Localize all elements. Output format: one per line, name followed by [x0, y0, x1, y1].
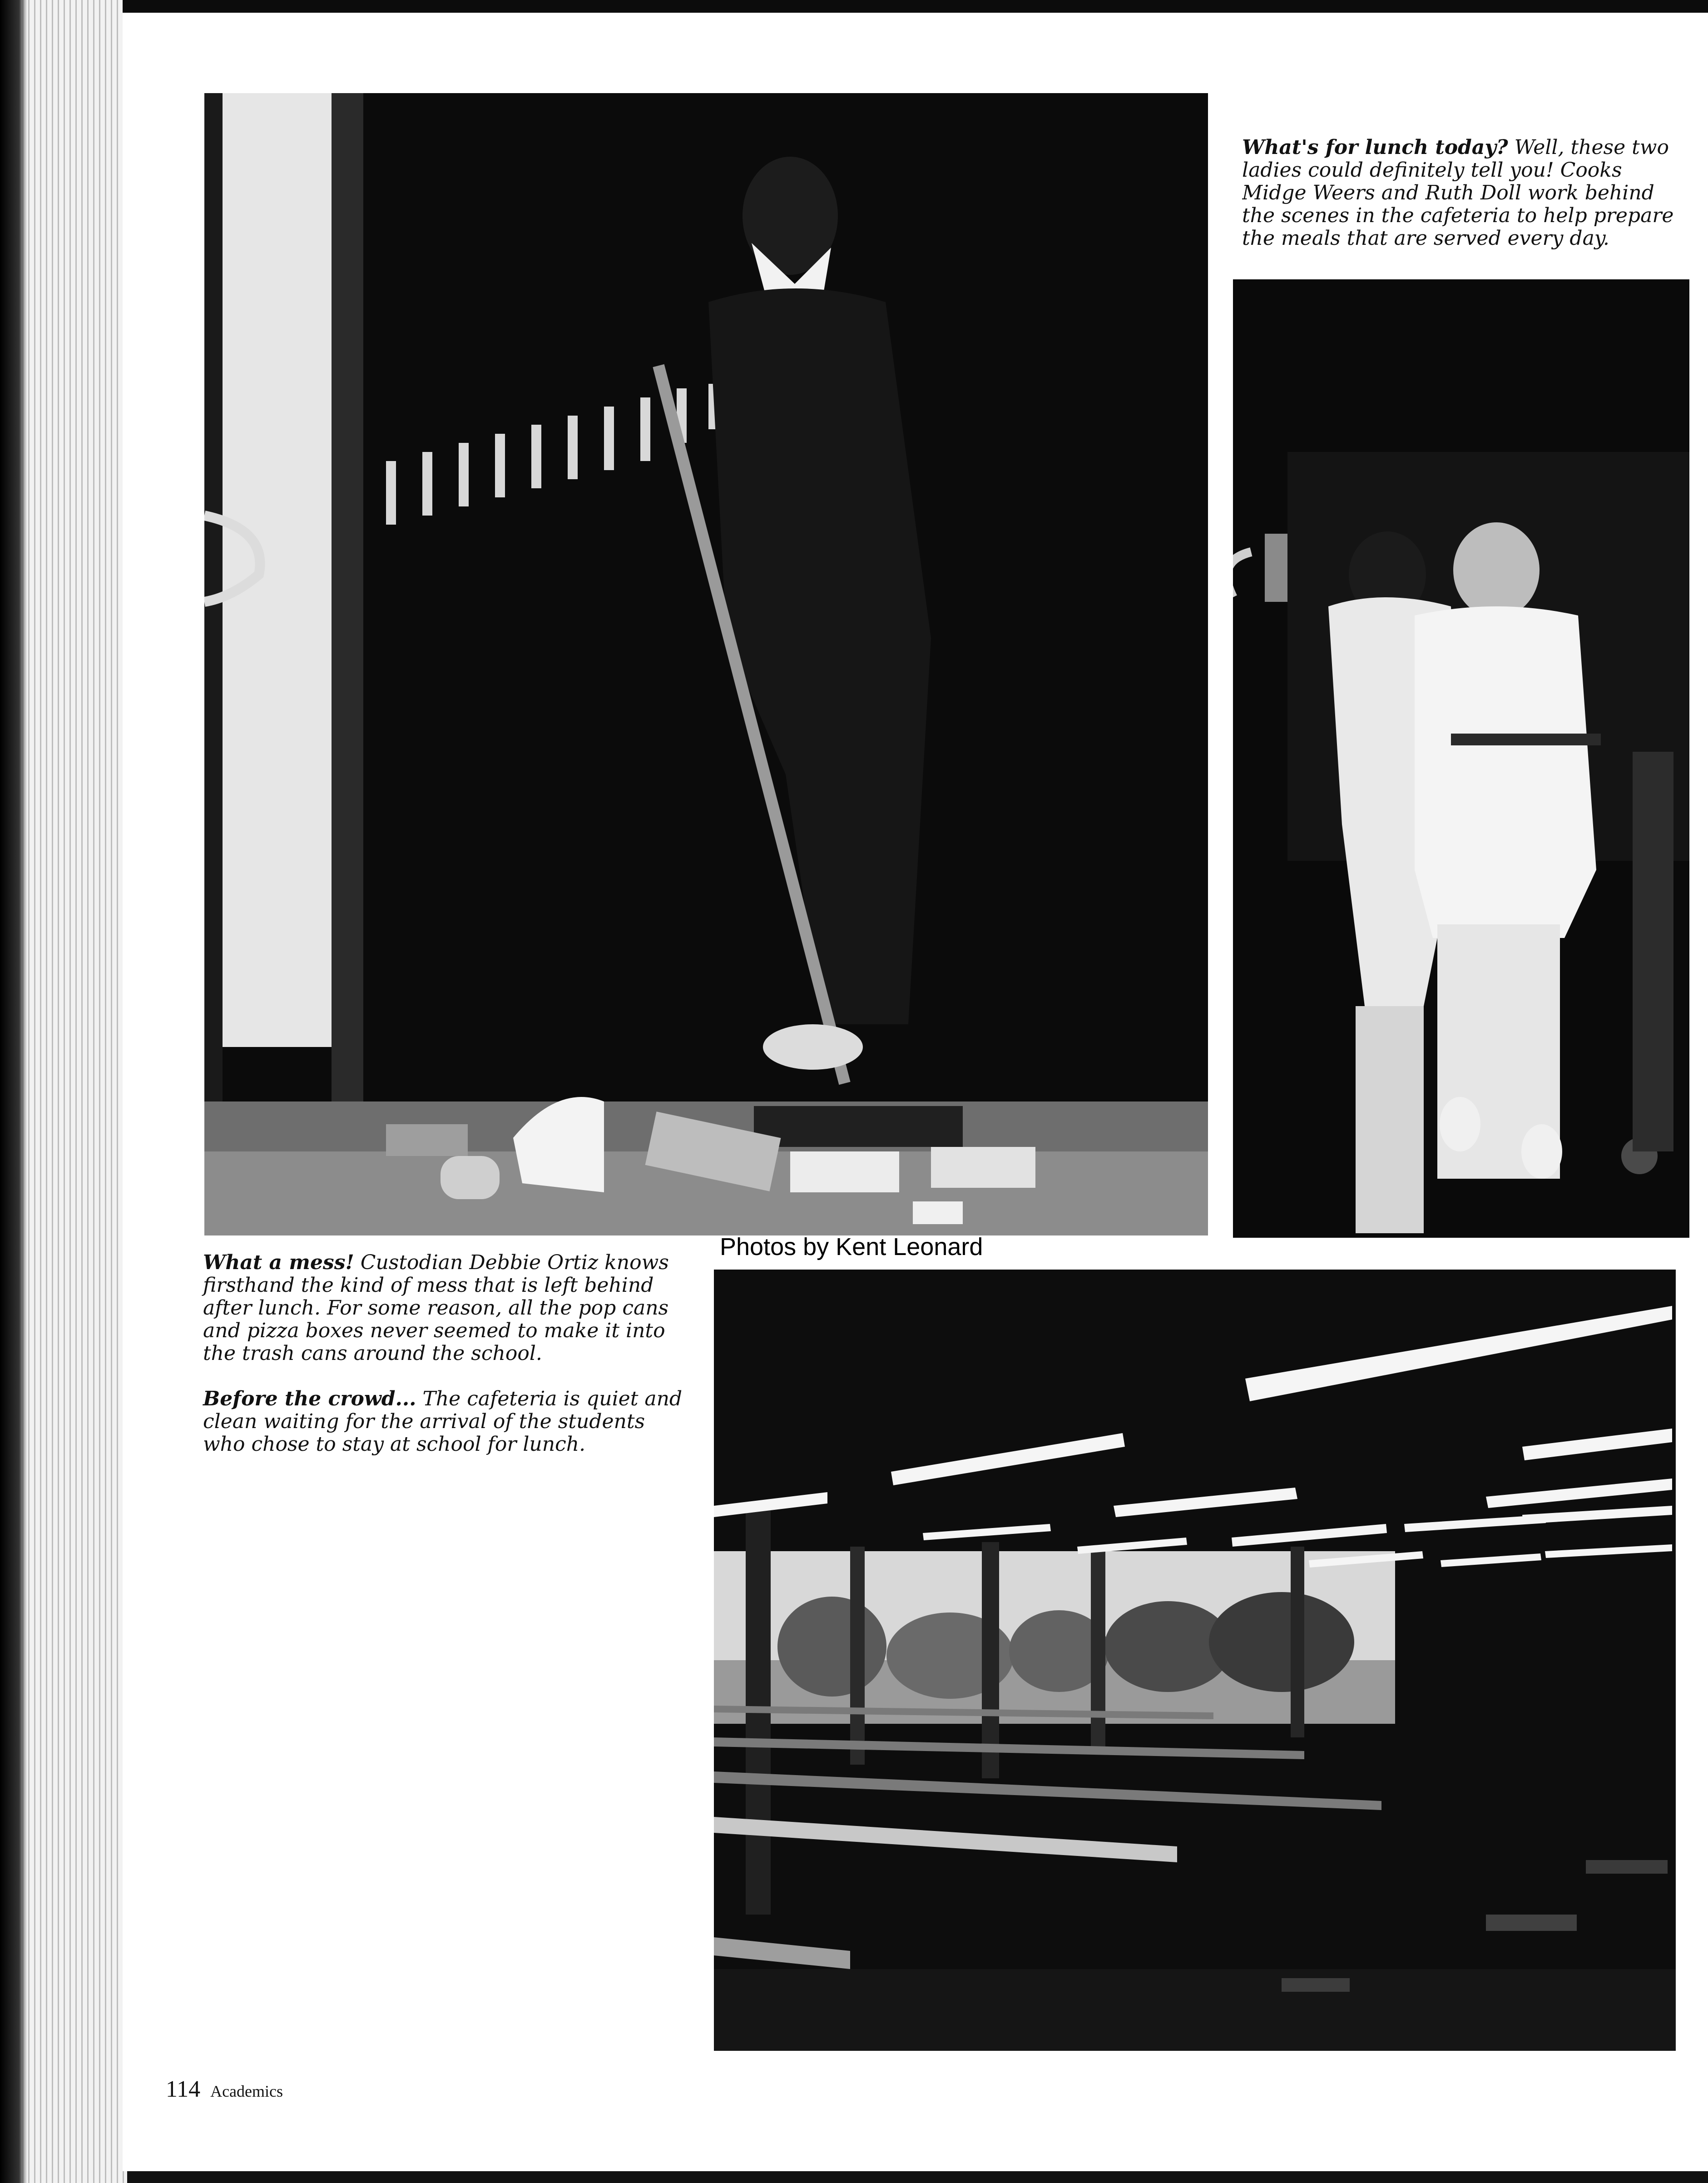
section-name: Academics — [210, 2082, 283, 2100]
top-edge — [123, 0, 1708, 13]
caption-lunch-lead: What's for lunch today? — [1242, 136, 1508, 159]
photo-credit: Photos by Kent Leonard — [720, 1233, 983, 1260]
binding-shadow — [0, 0, 27, 2183]
caption-crowd-lead: Before the crowd... — [203, 1387, 416, 1410]
caption-lunch-body: Well, these two ladies could definitely tell you! Cooks Midge Weers and Ruth Doll work behind the scenes in the cafeteria to help prepare the meals that are served every day. — [1242, 136, 1674, 250]
caption-crowd — [203, 1388, 691, 1456]
caption-mess-body: Custodian Debbie Ortiz knows firsthand the kind of mess that is left behind after lunch. For some reason, all the pop cans and pizza boxes never seemed to make it into the trash cans around the school. — [203, 1251, 669, 1365]
caption-mess — [203, 1251, 691, 1365]
photo-cafeteria — [714, 1270, 1676, 2051]
page-number: 114 — [166, 2076, 201, 2102]
caption-lunch — [1242, 136, 1692, 254]
photo-custodian — [204, 93, 1208, 1235]
page-folio — [166, 2076, 283, 2103]
caption-crowd-body: The cafeteria is quiet and clean waiting for the arrival of the students who chose to stay at school for lunch. — [203, 1387, 683, 1456]
caption-mess-lead: What a mess! — [203, 1251, 354, 1274]
photo-cooks — [1233, 279, 1689, 1238]
